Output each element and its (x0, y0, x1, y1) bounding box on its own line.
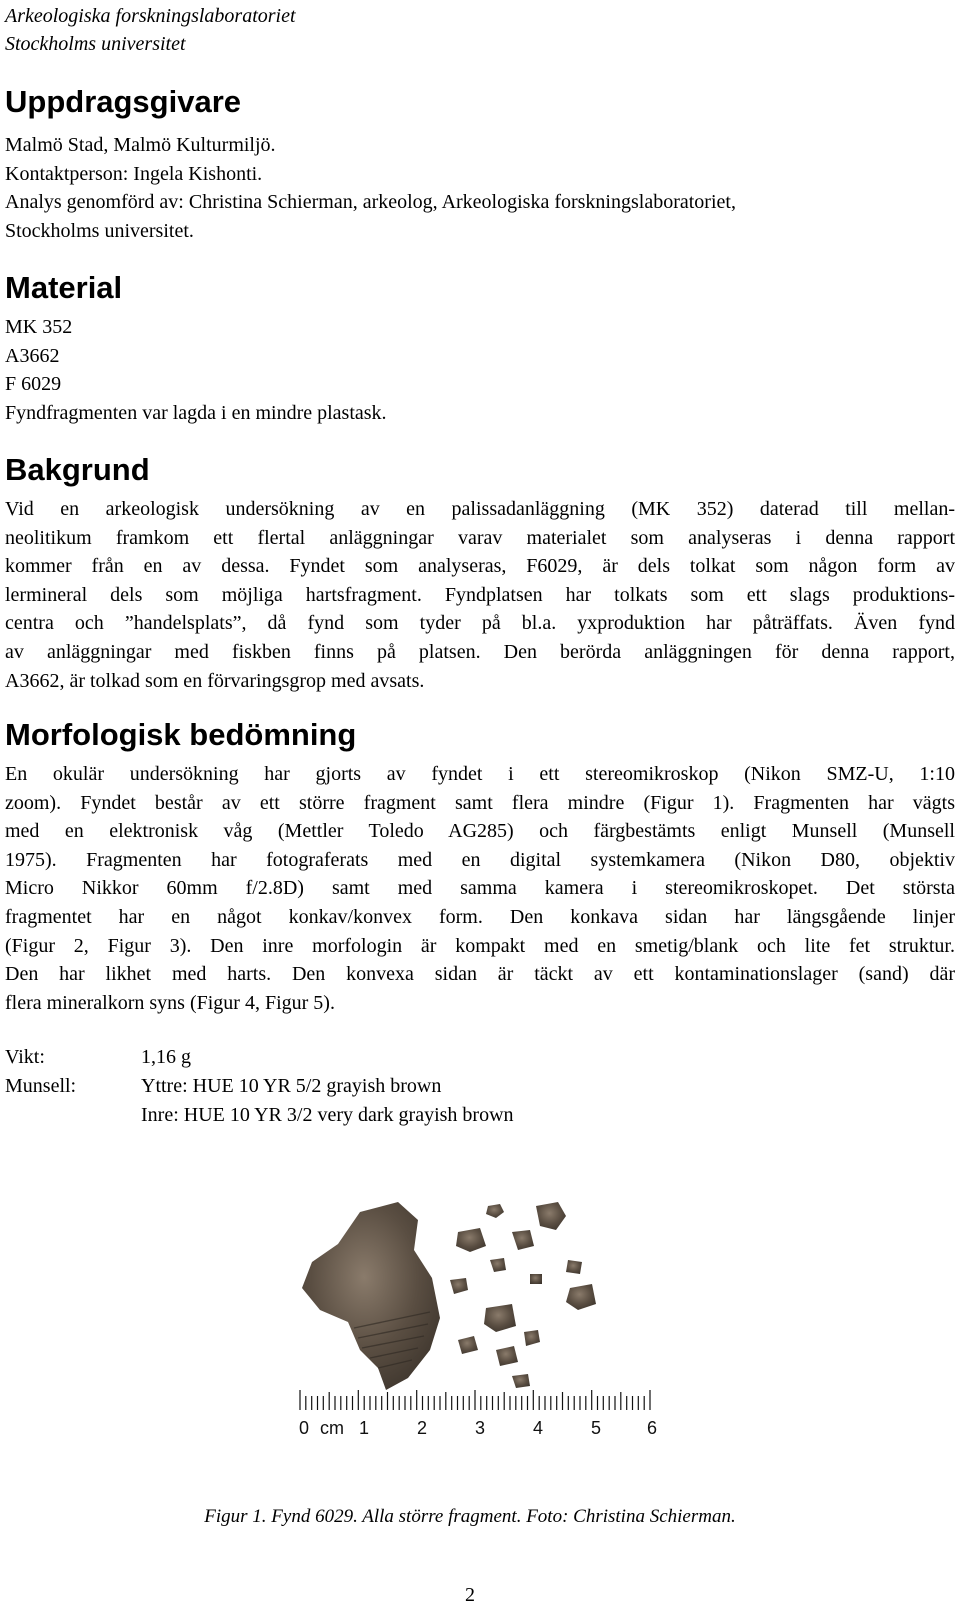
munsell-outer-value: Yttre: HUE 10 YR 5/2 grayish brown (141, 1075, 442, 1097)
large-fragment (302, 1202, 440, 1390)
page-number: 2 (465, 1584, 475, 1606)
text-line: Stockholms universitet. (5, 219, 194, 242)
scale-labels (299, 1418, 657, 1438)
small-fragment (566, 1284, 596, 1310)
vikt-value: 1,16 g (141, 1046, 191, 1068)
small-fragment (496, 1346, 518, 1366)
heading-material: Material (5, 270, 123, 305)
text-line: flera mineralkorn syns (Figur 4, Figur 5). (5, 991, 335, 1014)
text-line: Kontaktperson: Ingela Kishonti. (5, 162, 263, 185)
scale-label-1: 1 (358, 1418, 370, 1438)
fragments-illustration (290, 1200, 670, 1460)
scale-label-4: 4 (532, 1418, 544, 1438)
text-line: Den har likhet med harts. Den konvexa sidan är täckt av ett kontaminationslager (sand) där (5, 963, 955, 986)
small-fragment (456, 1228, 486, 1252)
text-line: A3662, är tolkad som en förvaringsgrop med avsats. (5, 669, 425, 692)
text-line: lermineral dels som möjliga hartsfragment. Fyndplatsen har tolkats som ett slags produktions- (5, 583, 955, 606)
scale-label-5: 5 (590, 1418, 602, 1438)
small-fragment (458, 1336, 478, 1354)
scale-label-cm: cm (320, 1418, 344, 1438)
munsell-label: Munsell: (5, 1075, 77, 1097)
scale-label-2: 2 (416, 1418, 428, 1438)
text-line: Micro Nikkor 60mm f/2.8D) samt med samma kamera i stereomikroskopet. Det största (5, 877, 955, 900)
small-fragment (484, 1304, 516, 1332)
text-line: En okulär undersökning har gjorts av fyndet i ett stereomikroskop (Nikon SMZ-U, 1:10 (5, 763, 955, 785)
scale-label-6: 6 (646, 1418, 658, 1438)
text-line: Malmö Stad, Malmö Kulturmiljö. (5, 134, 276, 156)
uppdragsgivare-text (5, 131, 955, 245)
text-line: (Figur 2, Figur 3). Den inre morfologin är kompakt med en smetig/blank och lite fet struktur. (5, 934, 955, 957)
small-fragment (566, 1260, 582, 1274)
heading-bakgrund: Bakgrund (5, 452, 150, 487)
scale-label-3: 3 (474, 1418, 486, 1438)
munsell-inner-value: Inre: HUE 10 YR 3/2 very dark grayish brown (141, 1104, 514, 1126)
page-header (5, 2, 296, 58)
text-line: fragmentet har en något konkav/konvex form. Den konkava sidan har längsgående linjer (5, 905, 955, 928)
figure-1-photo (290, 1200, 670, 1460)
small-fragment (536, 1202, 566, 1230)
text-line: F 6029 (5, 373, 62, 395)
text-line: neolitikum framkom ett flertal anläggningar varav materialet som analyseras i denna rapport (5, 526, 955, 549)
text-line: med en elektronisk våg (Mettler Toledo AG285) och färgbestämts enligt Munsell (Munsell (5, 820, 955, 843)
text-line: Vid en arkeologisk undersökning av en palissadanläggning (MK 352) daterad till mellan- (5, 498, 955, 520)
text-line: MK 352 (5, 316, 73, 338)
small-fragment (450, 1278, 468, 1294)
small-fragment (490, 1258, 506, 1272)
morfologisk-paragraph (5, 760, 955, 1017)
scale-bar (300, 1390, 650, 1410)
vikt-label: Vikt: (5, 1046, 45, 1068)
text-line: Fyndfragmenten var lagda i en mindre plastask. (5, 401, 387, 424)
text-line: zoom). Fyndet består av ett större fragment samt flera mindre (Figur 1). Fragmenten har vägts (5, 791, 955, 814)
header-institution: Arkeologiska forskningslaboratoriet (5, 5, 296, 27)
text-line: av anläggningar med fiskben finns på platsen. Den berörda anläggningen för denna rapport, (5, 640, 955, 663)
bakgrund-paragraph (5, 495, 955, 695)
text-line: kommer från en av dessa. Fyndet som analyseras, F6029, är dels tolkat som någon form av (5, 555, 955, 578)
small-fragment (486, 1204, 504, 1218)
scale-label-0: 0 (298, 1418, 310, 1438)
text-line: 1975). Fragmenten har fotograferats med en digital systemkamera (Nikon D80, objektiv (5, 848, 955, 871)
small-fragment (512, 1230, 534, 1250)
header-university: Stockholms universitet (5, 33, 186, 55)
heading-morfologisk-bedomning: Morfologisk bedömning (5, 717, 357, 752)
text-line: Analys genomförd av: Christina Schierman, arkeolog, Arkeologiska forskningslaboratoriet, (5, 191, 736, 213)
text-line: centra och ”handelsplats”, då fynd som tyder på bl.a. yxproduktion har påträffats. Även fynd (5, 612, 955, 635)
text-line: A3662 (5, 344, 60, 367)
material-text (5, 313, 955, 427)
small-fragment (524, 1330, 540, 1346)
small-fragment (512, 1374, 530, 1388)
figure-caption: Figur 1. Fynd 6029. Alla större fragment. Foto: Christina Schierman. (204, 1506, 736, 1527)
heading-uppdragsgivare: Uppdragsgivare (5, 84, 242, 119)
small-fragment (530, 1274, 542, 1284)
